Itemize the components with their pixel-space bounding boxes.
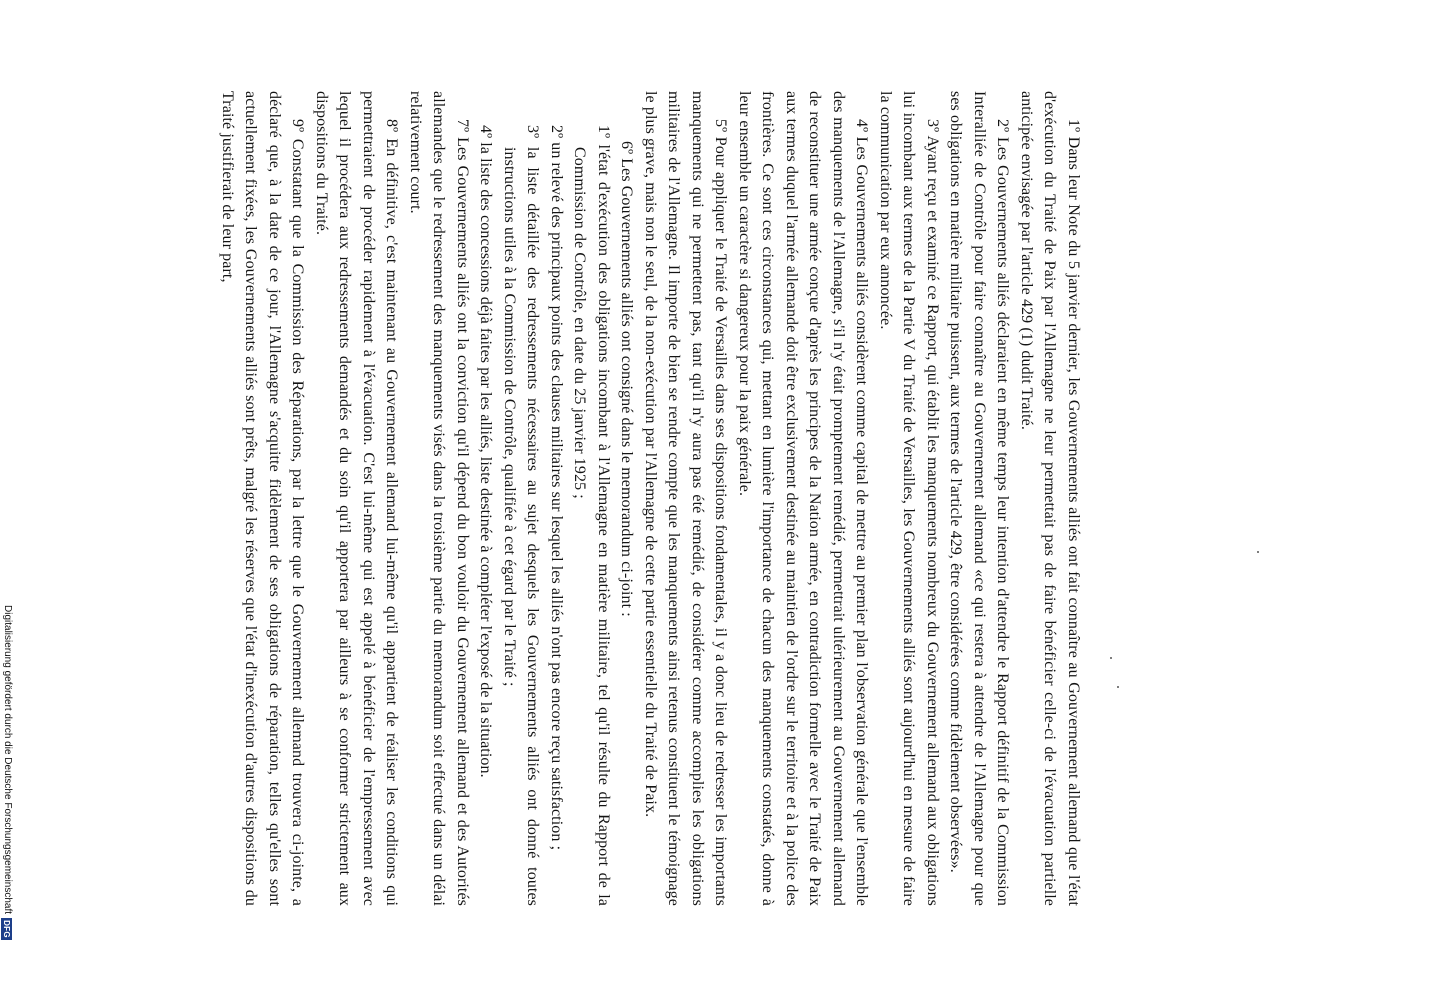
paragraph-6-item-1: 1º l'état d'exécution des obligations incombant à l'Allemagne en matière militaire, tel qu'il résulte du Rapport de la Commission de Contrôle, en date du 25 janvier 1925 ; [571, 125, 612, 906]
credit-text: Digitalisierung gefördert durch die Deutsche Forschungsgemeinschaft [2, 605, 13, 915]
paragraph-3: 3º Ayant reçu et examiné ce Rapport, qui établit les manquements nombreux du Gouvernement allemand aux obligations lui incombant aux termes de la Partie V du Traité de Versailles, les Gouvernements alliés sont aujourd'hui en mesure de faire la communication par eux annoncée. [877, 91, 941, 906]
paragraph-9: 9º Constatant que la Commission des Réparations, par la lettre que le Gouvernement allemand trouvera ci-jointe, a déclaré que, à la date de ce jour, l'Allemagne s'acquitte fidèlement de ses obligations de réparation, telles qu'elles sont actuellement fixées, les Gouvernements alliés sont prêts, malgré les réserves que l'état d'inexécution d'autres dispositions du Traité justifierait de leur part, [219, 91, 307, 906]
paragraph-1: 1º Dans leur Note du 5 janvier dernier, les Gouvernements alliés ont fait connaître au Gouvernement allemand que l'état d'exécution du Traité de Paix par l'Allemagne ne leur permettait pas de faire bénéficier celle-ci de l'évacuation partielle anticipée envisagée par l'article 429 (1) dudit Traité. [1018, 91, 1082, 906]
document-body [216, 91, 1086, 906]
paragraph-6: 6º Les Gouvernements alliés ont consigné dans le memorandum ci-joint : [618, 141, 636, 617]
scan-speck [1257, 551, 1259, 553]
paragraph-6-item-4: 4º la liste des concessions déjà faites par les alliés, liste destinée à compléter l'exposé de la situation. [477, 125, 495, 778]
paragraph-2: 2º Les Gouvernements alliés déclaraient en même temps leur intention d'attendre le Rapport définitif de la Commission Interalliée de Contrôle pour faire connaître au Gouvernement allemand «ce qui restera à attendre de l'Allemagne pour que ses obligations en matière militaire puissent, aux termes de l'article 429, être considérées comme fidèlement observées». [947, 91, 1012, 906]
paragraph-6-item-2: 2º un relevé des principaux points des clauses militaires sur lesquel les alliés n'ont pas encore reçu satisfaction ; [548, 125, 565, 851]
paragraph-7: 7º Les Gouvernements alliés ont la conviction qu'il dépend du bon vouloir du Gouvernement allemand et des Autorités allemandes que le redressement des manquements visés dans la troisième partie du memorandum soit effectué dans un délai relativement court. [407, 91, 471, 906]
paragraph-8: 8º En définitive, c'est maintenant au Gouvernement allemand lui-même qu'il appartient de réaliser les conditions qui permettraient de procéder rapidement à l'évacuation. C'est lui-même qui est appelé à bénéficier de l'empressement avec lequel il procédera aux redressements demandés et du soin qu'il apportera par ailleurs à se conformer strictement aux dispositions du Traité. [313, 91, 401, 906]
paragraph-5: 5º Pour appliquer le Traité de Versailles dans ses dispositions fondamentales, il y a donc lieu de redresser les importants manquements qui ne permettent pas, tant qu'il n'y aura pas été remédié, de considérer comme accomplies les obligations militaires de l'Allemagne. Il importe de bien se rendre compte que les manquements ainsi retenus constituent le témoignage le plus grave, mais non le seul, de la non-exécution par l'Allemagne de cette partie essentielle du Traité de Paix. [642, 91, 730, 906]
digitization-credit [1, 605, 13, 1000]
dfg-logo-icon: DFG [2, 920, 12, 938]
scan-speck [1117, 686, 1119, 688]
paragraph-6-item-3: 3º la liste détaillée des redressements nécessaires au sujet desquels les Gouvernements alliés ont donné toutes instructions utiles à la Commission de Contrôle, qualifiée à cet égard par le Traité ; [501, 125, 542, 906]
scan-speck [1110, 657, 1112, 659]
paragraph-4: 4º Les Gouvernements alliés considèrent comme capital de mettre au premier plan l'observation générale que l'ensemble des manquements de l'Allemagne, s'il n'y était promptement remédié, permettrait ultérieurement au Gouvernement allemand de reconstituer une armée conçue d'après les principes de la Nation armée, en contradiction formelle avec le Traité de Paix aux termes duquel l'armée allemande doit être exclusivement destinée au maintien de l'ordre sur le territoire et à la police des frontières. Ce sont ces circonstances qui, mettant en lumière l'importance de chacun des manquements constatés, donne à leur ensemble un caractère si dangereux pour la paix générale. [736, 91, 871, 906]
